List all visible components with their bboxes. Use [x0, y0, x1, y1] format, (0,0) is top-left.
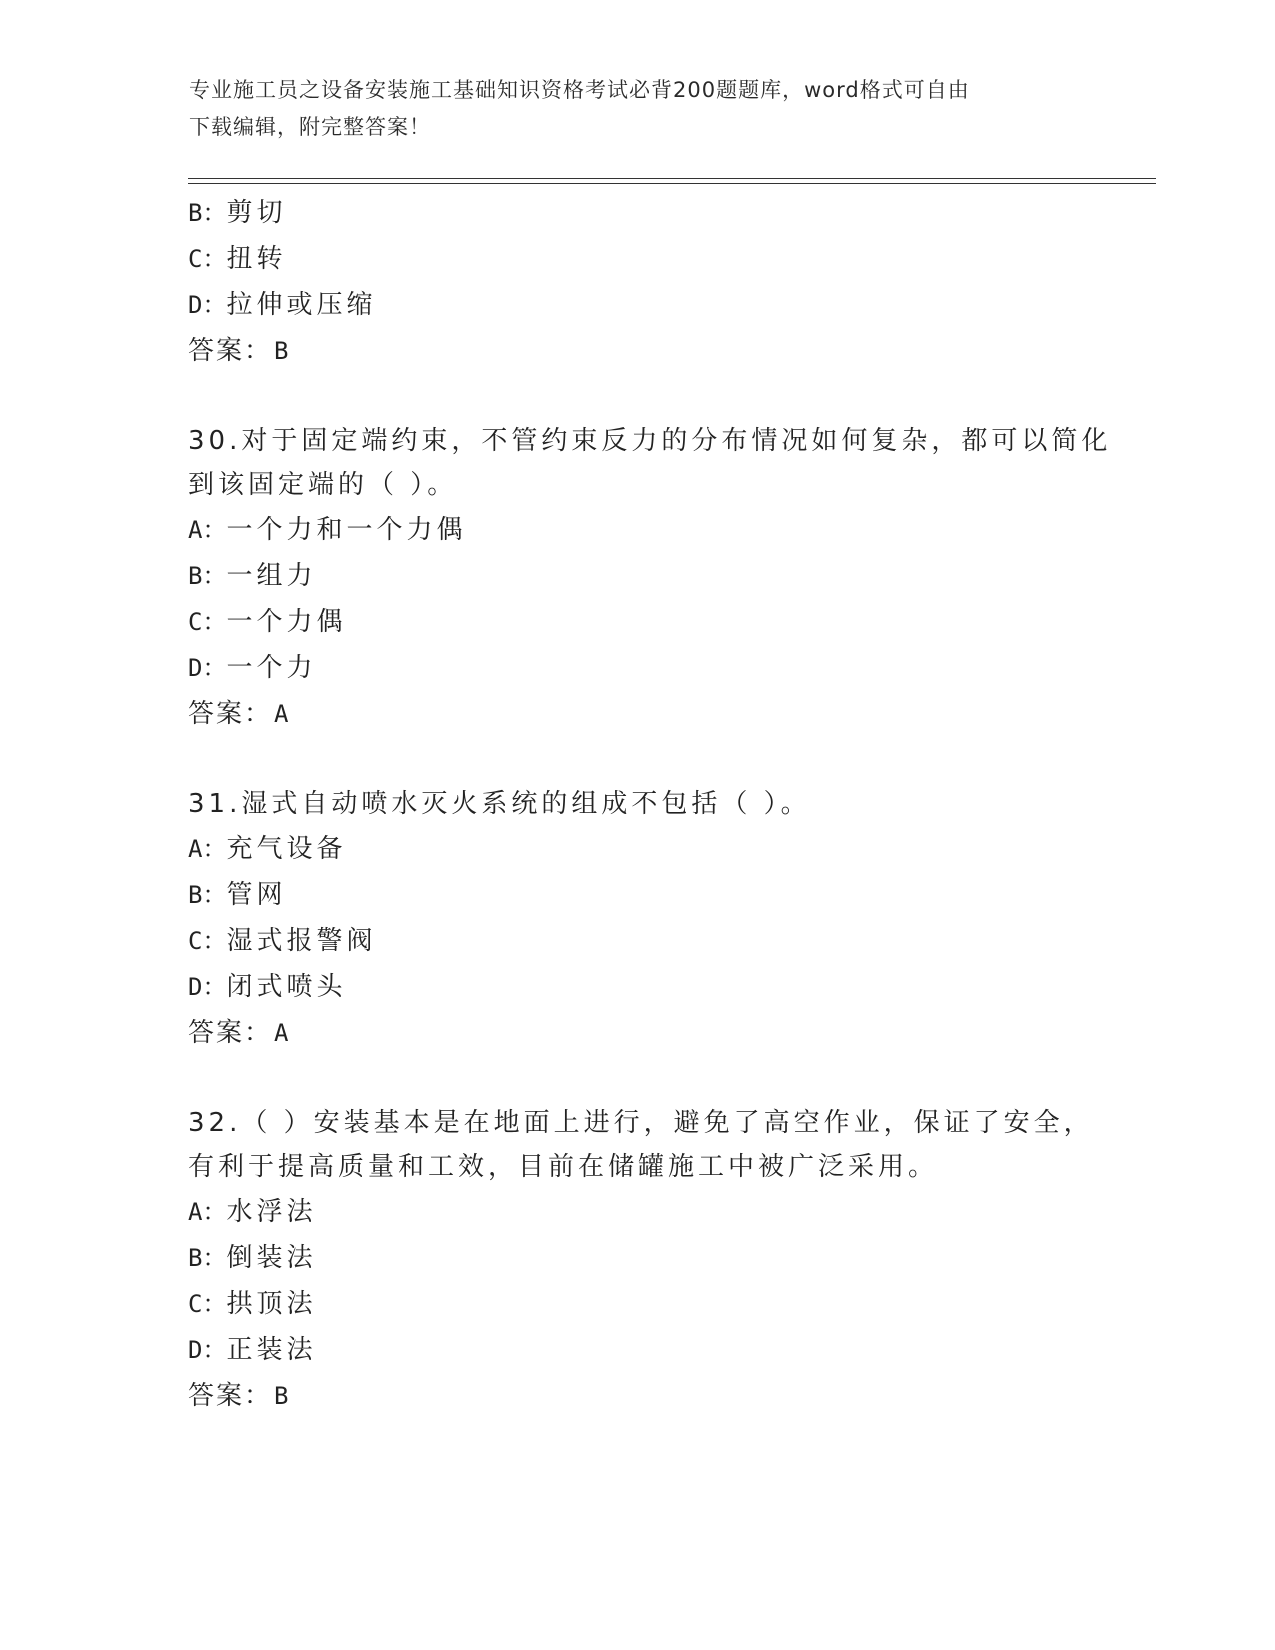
block-spacer [188, 374, 1088, 419]
question-text: 到该固定端的（ ）。 [188, 470, 458, 500]
answer-option [188, 282, 1088, 328]
answer-label: 答案： [188, 336, 273, 366]
option-key: A： [188, 1198, 227, 1226]
option-key: B： [188, 1244, 227, 1272]
option-key: C： [188, 927, 227, 955]
answer-option [188, 1281, 1088, 1327]
question-text: 31.湿式自动喷水灭火系统的组成不包括（ ）。 [188, 789, 811, 819]
option-key: C： [188, 245, 227, 273]
answer-option [188, 964, 1088, 1010]
header-rule-top [188, 178, 1156, 179]
answer-line [188, 691, 1088, 737]
answer-option [188, 507, 1088, 553]
option-key: D： [188, 654, 227, 682]
question-block [188, 1101, 1094, 1419]
option-key: C： [188, 608, 227, 636]
option-text: 水浮法 [226, 1197, 317, 1227]
option-text: 拉伸或压缩 [226, 290, 377, 320]
option-key: D： [188, 1336, 227, 1364]
answer-value: B [274, 1382, 289, 1410]
option-key: A： [188, 516, 227, 544]
header-rule-bottom [188, 183, 1156, 184]
answer-line [188, 1010, 1088, 1056]
option-key: B： [188, 199, 227, 227]
answer-option [188, 872, 1088, 918]
answer-option [188, 553, 1088, 599]
answer-label: 答案： [188, 1018, 273, 1048]
answer-option [188, 190, 1088, 236]
option-text: 扭转 [226, 244, 287, 274]
option-text: 充气设备 [226, 834, 347, 864]
option-key: A： [188, 835, 227, 863]
answer-label: 答案： [188, 1381, 273, 1411]
question-block [188, 782, 1088, 1056]
question-block [188, 419, 1112, 737]
question-text: 30.对于固定端约束，不管约束反力的分布情况如何复杂，都可以简化 [188, 426, 1112, 456]
question-block [188, 190, 1088, 374]
option-key: B： [188, 562, 227, 590]
answer-option [188, 1327, 1088, 1373]
document-header [189, 72, 1089, 146]
option-text: 剪切 [226, 198, 287, 228]
answer-option [188, 645, 1088, 691]
option-text: 管网 [226, 880, 287, 910]
option-text: 一个力偶 [226, 607, 347, 637]
option-text: 倒装法 [226, 1243, 317, 1273]
option-text: 湿式报警阀 [226, 926, 377, 956]
answer-option [188, 826, 1088, 872]
option-key: D： [188, 291, 227, 319]
question-text: 32.（ ）安装基本是在地面上进行，避免了高空作业，保证了安全， [188, 1108, 1094, 1138]
answer-option [188, 599, 1088, 645]
option-text: 闭式喷头 [226, 972, 347, 1002]
answer-option [188, 236, 1088, 282]
block-spacer [188, 737, 1088, 782]
option-text: 一个力 [226, 653, 317, 683]
question-text: 有利于提高质量和工效，目前在储罐施工中被广泛采用。 [188, 1152, 939, 1182]
answer-value: A [274, 1019, 289, 1047]
option-text: 拱顶法 [226, 1289, 317, 1319]
option-text: 正装法 [226, 1335, 317, 1365]
answer-option [188, 1235, 1088, 1281]
option-key: D： [188, 973, 227, 1001]
question-list [188, 190, 1112, 1419]
option-text: 一组力 [226, 561, 317, 591]
header-title-line-2: 下载编辑，附完整答案！ [189, 115, 431, 139]
option-key: B： [188, 881, 227, 909]
header-title-line-1: 专业施工员之设备安装施工基础知识资格考试必背200题题库，word格式可自由 [189, 78, 970, 102]
answer-line [188, 328, 1088, 374]
answer-value: B [274, 337, 289, 365]
option-key: C： [188, 1290, 227, 1318]
answer-line [188, 1373, 1088, 1419]
answer-label: 答案： [188, 699, 273, 729]
answer-option [188, 1189, 1088, 1235]
answer-value: A [274, 700, 289, 728]
block-spacer [188, 1056, 1088, 1101]
answer-option [188, 918, 1088, 964]
option-text: 一个力和一个力偶 [226, 515, 467, 545]
